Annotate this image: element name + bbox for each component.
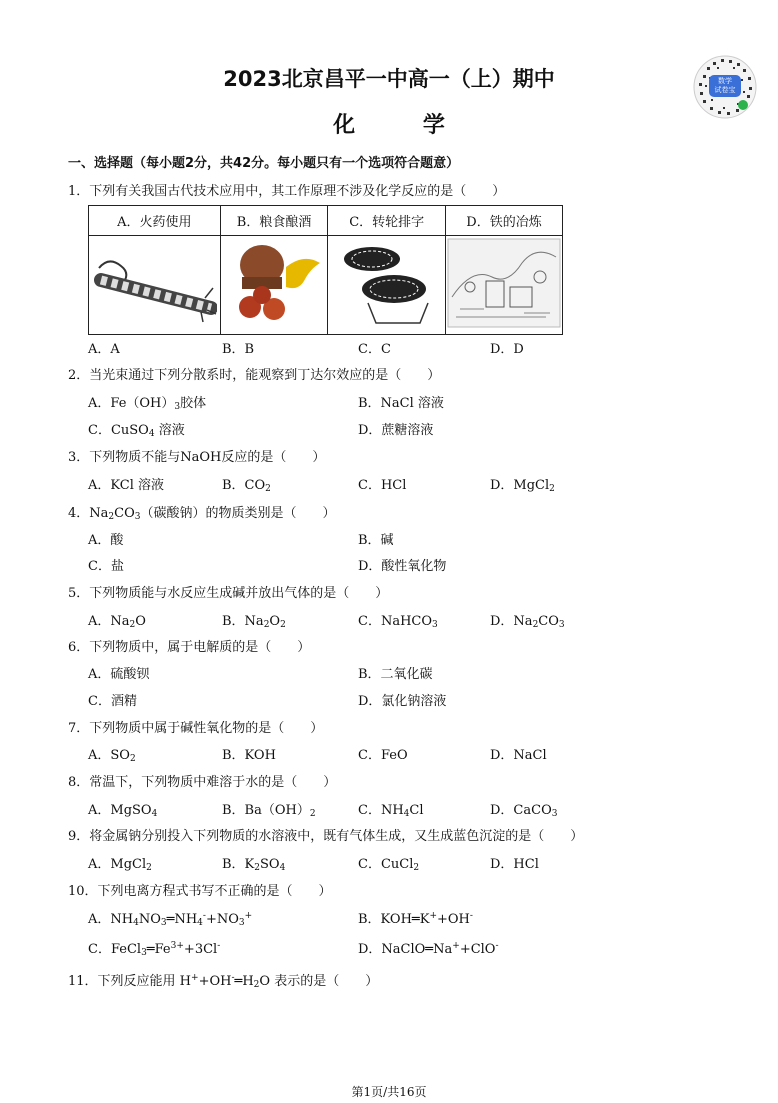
q10-option-c: C．$FeCl_3═Fe^{3+}+3Cl^-$ [88,941,221,958]
q1-image-brewing [220,236,328,335]
q8-option-a: A．MgSO$_4$ [88,803,158,819]
question-8-stem: 8．常温下，下列物质中难溶于水的是（ ） [68,775,337,790]
q9-option-a: A．MgCl$_2$ [88,857,152,873]
q2-option-c: C．CuSO$_4$ 溶液 [88,423,185,439]
q8-option-d: D．CaCO$_3$ [490,803,558,819]
section-heading: 一、选择题（每小题2分，共42分。每小题只有一个选项符合题意） [68,156,460,171]
q9-option-d: D．HCl [490,857,539,872]
q5-option-a: A．$Na_2O$ [88,614,146,630]
q6-option-c: C．酒精 [88,694,137,709]
q10-option-a: A．$NH_4NO_3═NH_4^-+NO_3^+$ [88,911,253,928]
q3-option-d: D．MgCl$_2$ [490,478,555,494]
question-1-stem: 1．下列有关我国古代技术应用中，其工作原理不涉及化学反应的是（ ） [68,184,506,199]
q8-option-c: C．$NH_4Cl$ [358,803,424,819]
question-6-stem: 6．下列物质中，属于电解质的是（ ） [68,640,311,655]
q3-option-a: A．KCl 溶液 [88,478,164,493]
question-4-stem: 4．$Na_2CO_3$（碳酸钠）的物质类别是（ ） [68,506,336,522]
q8-option-b: B．$Ba(OH)_2$ [222,803,316,819]
question-9-stem: 9．将金属钠分别投入下列物质的水溶液中，既有气体生成，又生成蓝色沉淀的是（ ） [68,829,584,844]
q2-option-b: B．NaCl 溶液 [358,396,444,411]
question-1-table [88,205,563,335]
q1-header-c: C．转轮排字 [328,206,446,236]
q1-header-a: A．火药使用 [89,206,221,236]
q1-option-c: C．C [358,342,391,357]
q7-option-b: B．KOH [222,748,276,763]
page-title: 2023北京昌平一中高一（上）期中 [223,67,555,91]
q7-option-c: C．FeO [358,748,408,763]
q10-option-b: B．KOH═K++OH- [358,911,473,927]
question-3-stem: 3．下列物质不能与NaOH反应的是（ ） [68,450,326,465]
q2-option-d: D．蔗糖溶液 [358,423,434,438]
q5-option-d: D．$Na_2CO_3$ [490,614,565,630]
q4-option-c: C．盐 [88,559,124,574]
q1-header-d: D．铁的冶炼 [446,206,563,236]
q6-option-a: A．硫酸钡 [88,667,150,682]
q9-option-b: B．$K_2SO_4$ [222,857,286,873]
q4-option-a: A．酸 [88,533,124,548]
q5-option-c: C．NaHCO$_3$ [358,614,438,630]
q1-image-type-wheel [328,236,446,335]
q3-option-c: C．HCl [358,478,407,493]
q1-option-a: A．A [88,342,120,357]
q1-header-b: B．粮食酿酒 [220,206,328,236]
q9-option-c: C．CuCl$_2$ [358,857,420,873]
page-number: 第1页/共16页 [351,1085,427,1099]
q1-image-iron-smelting [446,236,563,335]
question-2-stem: 2．当光束通过下列分散系时，能观察到丁达尔效应的是（ ） [68,368,441,383]
q5-option-b: B．$Na_2O_2$ [222,614,286,630]
q1-option-d: D．D [490,342,524,357]
q6-option-d: D．氯化钠溶液 [358,694,447,709]
q4-option-b: B．碱 [358,533,394,548]
q10-option-d: D．NaClO═Na++ClO- [358,941,499,957]
qr-code-logo [693,55,757,119]
qr-badge-top: 数学 [718,77,732,85]
q2-option-a: A．$Fe(OH)_3$胶体 [88,396,207,412]
q6-option-b: B．二氧化碳 [358,667,433,682]
q3-option-b: B．$CO_2$ [222,478,271,494]
q7-option-a: A．$SO_2$ [88,748,136,764]
question-7-stem: 7．下列物质中属于碱性氧化物的是（ ） [68,721,324,736]
q1-image-gunpowder [89,236,221,335]
question-10-stem: 10．下列电离方程式书写不正确的是（ ） [68,884,332,899]
subject-title: 化 学 [333,113,475,138]
q7-option-d: D．NaCl [490,748,547,763]
qr-badge-bottom: 试卷宝 [714,86,736,94]
q4-option-d: D．酸性氧化物 [358,559,447,574]
question-11-stem: 11．下列反应能用 $H^++OH^-═H_2O$ 表示的是（ ） [68,973,379,990]
question-5-stem: 5．下列物质能与水反应生成碱并放出气体的是（ ） [68,586,389,601]
q1-option-b: B．B [222,342,255,357]
